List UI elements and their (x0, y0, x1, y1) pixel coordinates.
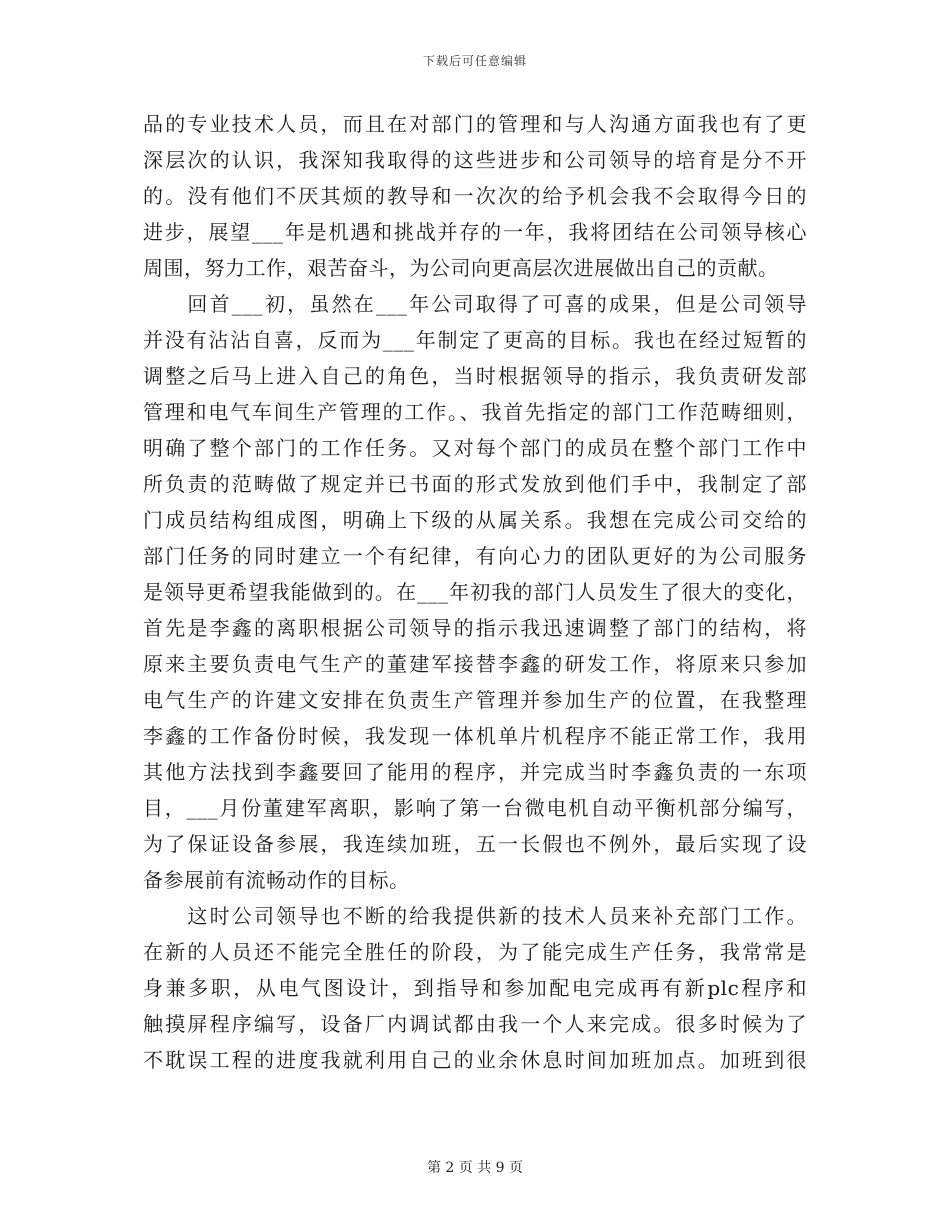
text-line: 身兼多职，从电气图设计，到指导和参加配电完成再有新plc程序和 (143, 976, 807, 1000)
text-line: 并没有沾沾自喜，反而为___年制定了更高的目标。我也在经过短暂的 (143, 328, 807, 352)
text-line: 这时公司领导也不断的给我提供新的技术人员来补充部门工作。 (143, 904, 807, 928)
text-line: 门成员结构组成图，明确上下级的从属关系。我想在完成公司交给的 (143, 508, 807, 532)
body-text (143, 106, 807, 1078)
text-line: 深层次的认识，我深知我取得的这些进步和公司领导的培育是分不开 (143, 148, 807, 172)
text-line: 目，___月份董建军离职，影响了第一台微电机自动平衡机部分编写， (143, 796, 807, 820)
page-header: 下载后可任意编辑 (422, 54, 527, 68)
text-line: 回首___初，虽然在___年公司取得了可喜的成果，但是公司领导 (143, 292, 807, 316)
text-line: 为了保证设备参展，我连续加班，五一长假也不例外，最后实现了设 (143, 832, 807, 856)
text-line: 李鑫的工作备份时候，我发现一体机单片机程序不能正常工作，我用 (143, 724, 807, 748)
text-line: 品的专业技术人员，而且在对部门的管理和与人沟通方面我也有了更 (143, 112, 807, 136)
text-line: 其他方法找到李鑫要回了能用的程序，并完成当时李鑫负责的一东项 (143, 760, 807, 784)
text-line: 触摸屏程序编写，设备厂内调试都由我一个人来完成。很多时候为了 (143, 1012, 807, 1036)
text-line: 是领导更希望我能做到的。在___年初我的部门人员发生了很大的变化， (143, 580, 807, 604)
text-line: 部门任务的同时建立一个有纪律，有向心力的团队更好的为公司服务 (143, 544, 807, 568)
text-line: 原来主要负责电气生产的董建军接替李鑫的研发工作，将原来只参加 (143, 652, 807, 676)
text-line: 进步，展望___年是机遇和挑战并存的一年，我将团结在公司领导核心 (143, 220, 807, 244)
text-line: 明确了整个部门的工作任务。又对每个部门的成员在整个部门工作中 (143, 436, 807, 460)
text-line: 首先是李鑫的离职根据公司领导的指示我迅速调整了部门的结构，将 (143, 616, 807, 640)
text-line: 调整之后马上进入自己的角色，当时根据领导的指示，我负责研发部 (143, 364, 807, 388)
text-line: 在新的人员还不能完全胜任的阶段，为了能完成生产任务，我常常是 (143, 940, 807, 964)
text-line: 不耽误工程的进度我就利用自己的业余休息时间加班加点。加班到很 (143, 1048, 807, 1072)
text-line: 备参展前有流畅动作的目标。 (143, 868, 410, 892)
page-footer: 第 2 页 共 9 页 (426, 1160, 524, 1176)
text-line: 的。没有他们不厌其烦的教导和一次次的给予机会我不会取得今日的 (143, 184, 807, 208)
text-line: 管理和电气车间生产管理的工作。、我首先指定的部门工作范畴细则， (143, 400, 807, 424)
text-line: 所负责的范畴做了规定并已书面的形式发放到他们手中，我制定了部 (143, 472, 807, 496)
text-line: 周围，努力工作，艰苦奋斗，为公司向更高层次进展做出自己的贡献。 (143, 256, 779, 280)
text-line: 电气生产的许建文安排在负责生产管理并参加生产的位置，在我整理 (143, 688, 807, 712)
